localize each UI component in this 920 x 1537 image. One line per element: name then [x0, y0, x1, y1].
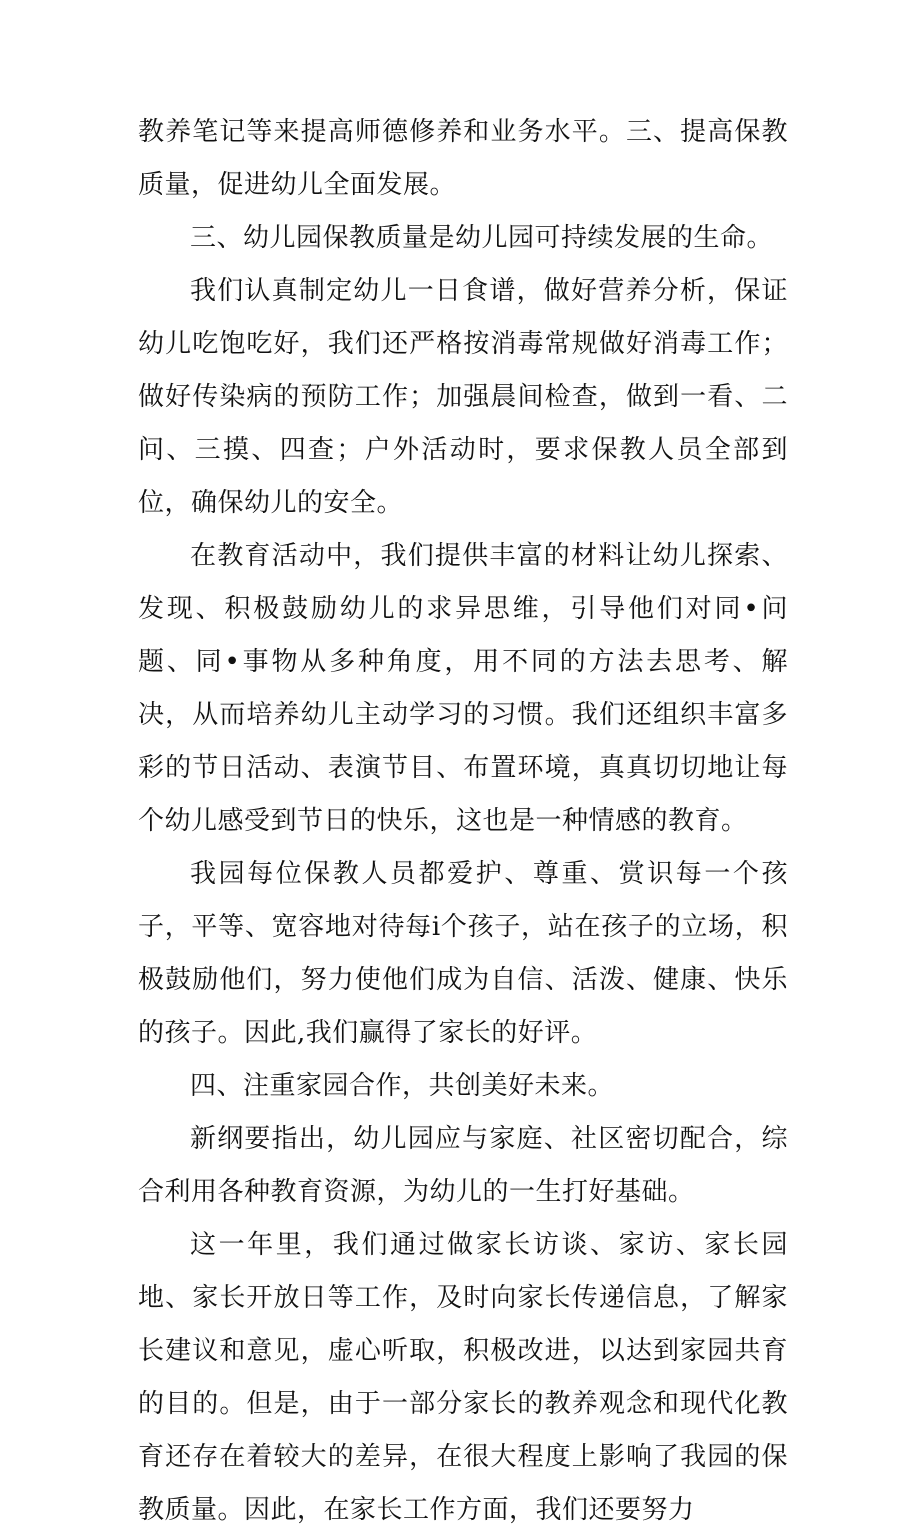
paragraph-8: 这一年里，我们通过做家长访谈、家访、家长园地、家长开放日等工作，及时向家长传递信息，了解家长建议和意见，虚心听取，积极改进，以达到家园共育的目的。但是，由于一部分家长的教养观念和现代化教育还存在着较大的差异，在很大程度上影响了我园的保教质量。因此，在家长工作方面，我们还要努力	[138, 1230, 788, 1525]
paragraph-3: 我们认真制定幼儿一日食谱，做好营养分析，保证幼儿吃饱吃好，我们还严格按消毒常规做好消毒工作；做好传染病的预防工作；加强晨间检查，做到一看、二问、三摸、四查；户外活动时，要求保教人员全部到位，确保幼儿的安全。	[138, 276, 788, 518]
paragraph-5: 我园每位保教人员都爱护、尊重、赏识每一个孩子，平等、宽容地对待每i个孩子，站在孩子的立场，积极鼓励他们，努力使他们成为自信、活泼、健康、快乐的孩子。因此,我们赢得了家长的好评。	[138, 859, 788, 1048]
paragraph-4: 在教育活动中，我们提供丰富的材料让幼儿探索、发现、积极鼓励幼儿的求异思维，引导他们对同•问题、同•事物从多种角度，用不同的方法去思考、解决，从而培养幼儿主动学习的习惯。我们还组织丰富多彩的节日活动、表演节目、布置环境，真真切切地让每个幼儿感受到节日的快乐，这也是一种情感的教育。	[138, 541, 788, 836]
paragraph-2: 三、幼儿园保教质量是幼儿园可持续发展的生命。	[190, 223, 774, 253]
paragraph-1: 教养笔记等来提高师德修养和业务水平。三、提高保教质量，促进幼儿全面发展。	[138, 117, 788, 200]
document-body	[138, 106, 788, 1537]
paragraph-7: 新纲要指出，幼儿园应与家庭、社区密切配合，综合利用各种教育资源，为幼儿的一生打好基础。	[138, 1124, 788, 1207]
paragraph-6: 四、注重家园合作，共创美好未来。	[190, 1071, 615, 1101]
